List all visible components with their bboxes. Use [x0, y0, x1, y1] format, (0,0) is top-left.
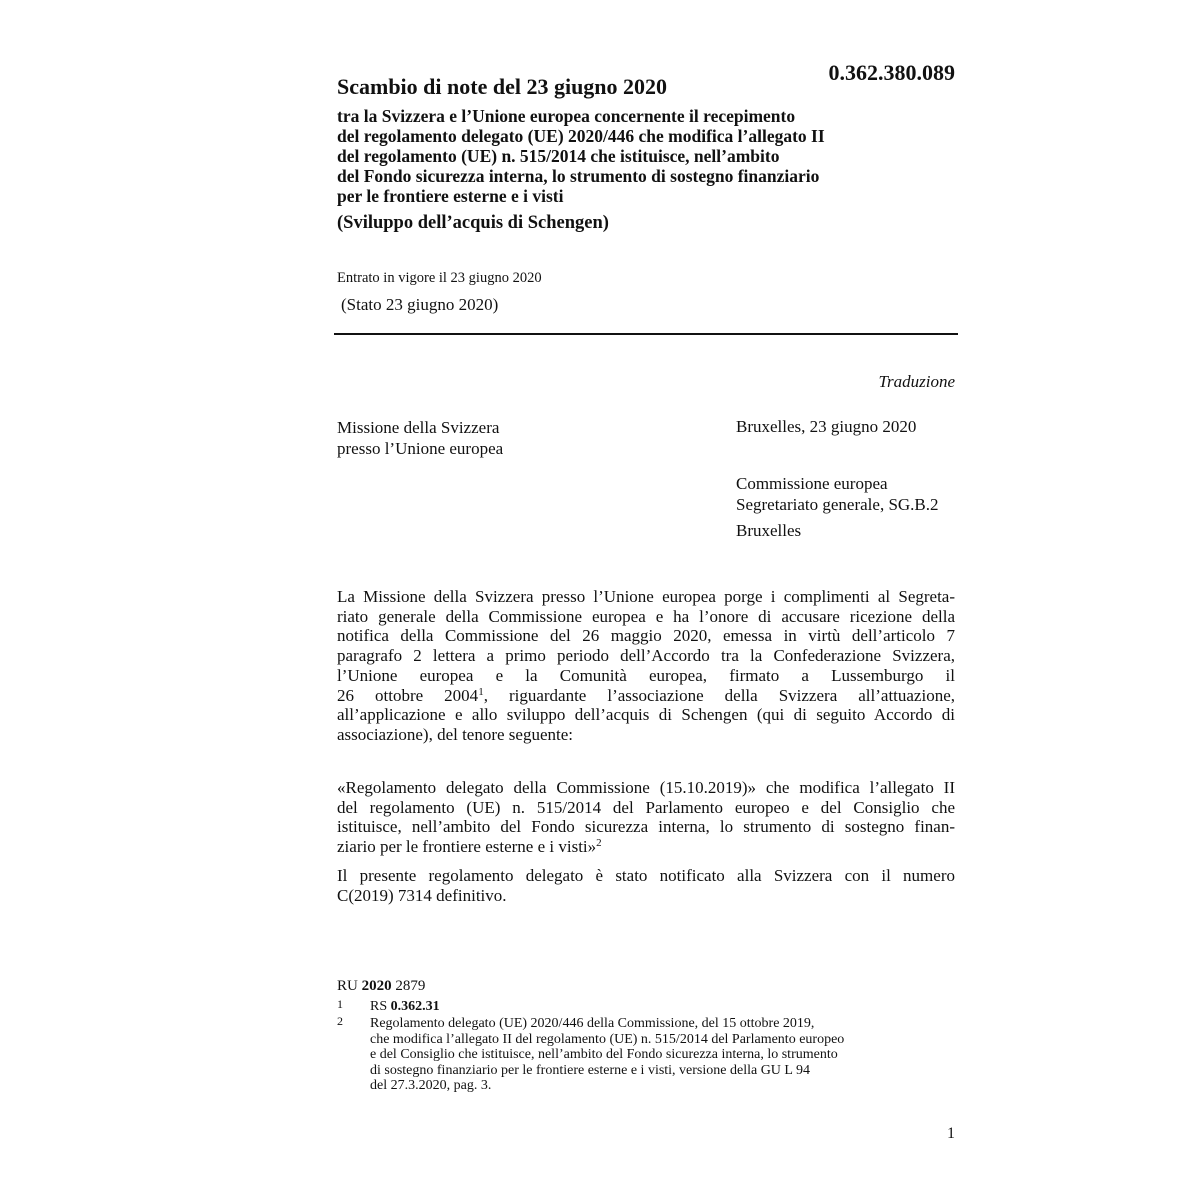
footnote-ref-1[interactable]: 1	[478, 685, 484, 698]
footnote-line: e del Consiglio che istituisce, nell’ambito del Fondo sicurezza interna, lo strumento	[370, 1047, 838, 1062]
paragraph-line	[337, 837, 955, 857]
footnote-line: di sostegno finanziario per le frontiere esterne e i visti, versione della GU L 94	[370, 1062, 810, 1078]
subtitle-line: del regolamento delegato (UE) 2020/446 che modifica l’allegato II	[337, 126, 825, 146]
paragraph-line: C(2019) 7314 definitivo.	[337, 885, 507, 905]
paragraph-line: La Missione della Svizzera presso l’Unione europea porge i complimenti al Segreta-	[337, 587, 955, 606]
subtitle-line: per le frontiere esterne e i visti	[337, 186, 564, 206]
paragraph-line: all’applicazione e allo sviluppo dell’acquis di Schengen (qui di seguito Accordo di	[337, 705, 955, 725]
subtitle-line: tra la Svizzera e l’Unione europea concernente il recepimento	[337, 106, 796, 126]
paragraph-line: notifica della Commissione del 26 maggio 2020, emessa in virtù dell’articolo 7	[337, 626, 955, 646]
sender-line: Missione della Svizzera	[337, 418, 500, 437]
body-paragraph-3	[337, 866, 955, 905]
body-paragraph-2	[337, 778, 955, 857]
recipient-line: Segretariato generale, SG.B.2	[736, 495, 939, 514]
sender-line: presso l’Unione europea	[337, 439, 504, 458]
subtitle-line: del Fondo sicurezza interna, lo strumento di sostegno finanziario	[337, 166, 820, 186]
status-date: (Stato 23 giugno 2020)	[341, 295, 499, 314]
recipient-block	[736, 473, 939, 515]
footnote-line: che modifica l’allegato II del regolamento (UE) n. 515/2014 del Parlamento europeo	[370, 1031, 845, 1047]
sr-number: 0.362.380.089	[828, 60, 955, 85]
footnote-anchor-text: 26 ottobre 2004	[337, 685, 479, 705]
page-number: 1	[947, 1125, 955, 1142]
subtitle-line: del regolamento (UE) n. 515/2014 che istituisce, nell’ambito	[337, 146, 780, 166]
footnote-line: del 27.3.2020, pag. 3.	[370, 1078, 492, 1093]
sender-block	[337, 417, 503, 459]
recipient-city: Bruxelles	[736, 521, 802, 540]
footnote-text	[370, 999, 440, 1015]
header-divider	[334, 333, 958, 335]
document-title: Scambio di note del 23 giugno 2020	[337, 74, 668, 99]
schengen-note: (Sviluppo dell’acquis di Schengen)	[337, 213, 609, 233]
footnote-text	[370, 1016, 844, 1094]
footnote-number: 2	[337, 1014, 343, 1028]
fn-prefix: RS	[370, 999, 388, 1014]
paragraph-line	[337, 686, 955, 706]
ru-year: 2020	[361, 978, 392, 994]
paragraph-line: Il presente regolamento delegato è stato notificato alla Svizzera con il numero	[337, 866, 955, 885]
paragraph-line: del regolamento (UE) n. 515/2014 del Parlamento europeo e del Consiglio che	[337, 797, 955, 817]
fn-ref: 0.362.31	[390, 999, 440, 1014]
place-date: Bruxelles, 23 giugno 2020	[736, 417, 917, 436]
entry-into-force: Entrato in vigore il 23 giugno 2020	[337, 270, 542, 286]
recipient-line: Commissione europea	[736, 474, 888, 493]
paragraph-line: istituisce, nell’ambito del Fondo sicurezza interna, lo strumento di sostegno finan-	[337, 817, 955, 837]
official-compilation-ref	[337, 978, 425, 995]
footnote-number: 1	[337, 997, 343, 1011]
paragraph-text: ziario per le frontiere esterne e i visti»	[337, 837, 597, 857]
ru-prefix: RU	[337, 978, 358, 994]
translation-label: Traduzione	[878, 372, 955, 391]
ru-page: 2879	[395, 978, 426, 994]
document-subtitle	[337, 106, 937, 206]
paragraph-line: paragrafo 2 lettera a primo periodo dell’Accordo tra la Confederazione Svizzera,	[337, 646, 955, 666]
footnote-ref-2[interactable]: 2	[596, 837, 602, 850]
paragraph-line: l’Unione europea e la Comunità europea, firmato a Lussemburgo il	[337, 665, 955, 685]
paragraph-text: , riguardante l’associazione della Svizzera all’attuazione,	[483, 685, 955, 705]
paragraph-line: «Regolamento delegato della Commissione (15.10.2019)» che modifica l’allegato II	[337, 778, 955, 797]
footnote-line: Regolamento delegato (UE) 2020/446 della Commissione, del 15 ottobre 2019,	[370, 1016, 815, 1031]
paragraph-line: riato generale della Commissione europea e ha l’onore di accusare ricezione della	[337, 606, 955, 626]
paragraph-line: associazione), del tenore seguente:	[337, 724, 574, 744]
body-paragraph-1	[337, 587, 955, 745]
